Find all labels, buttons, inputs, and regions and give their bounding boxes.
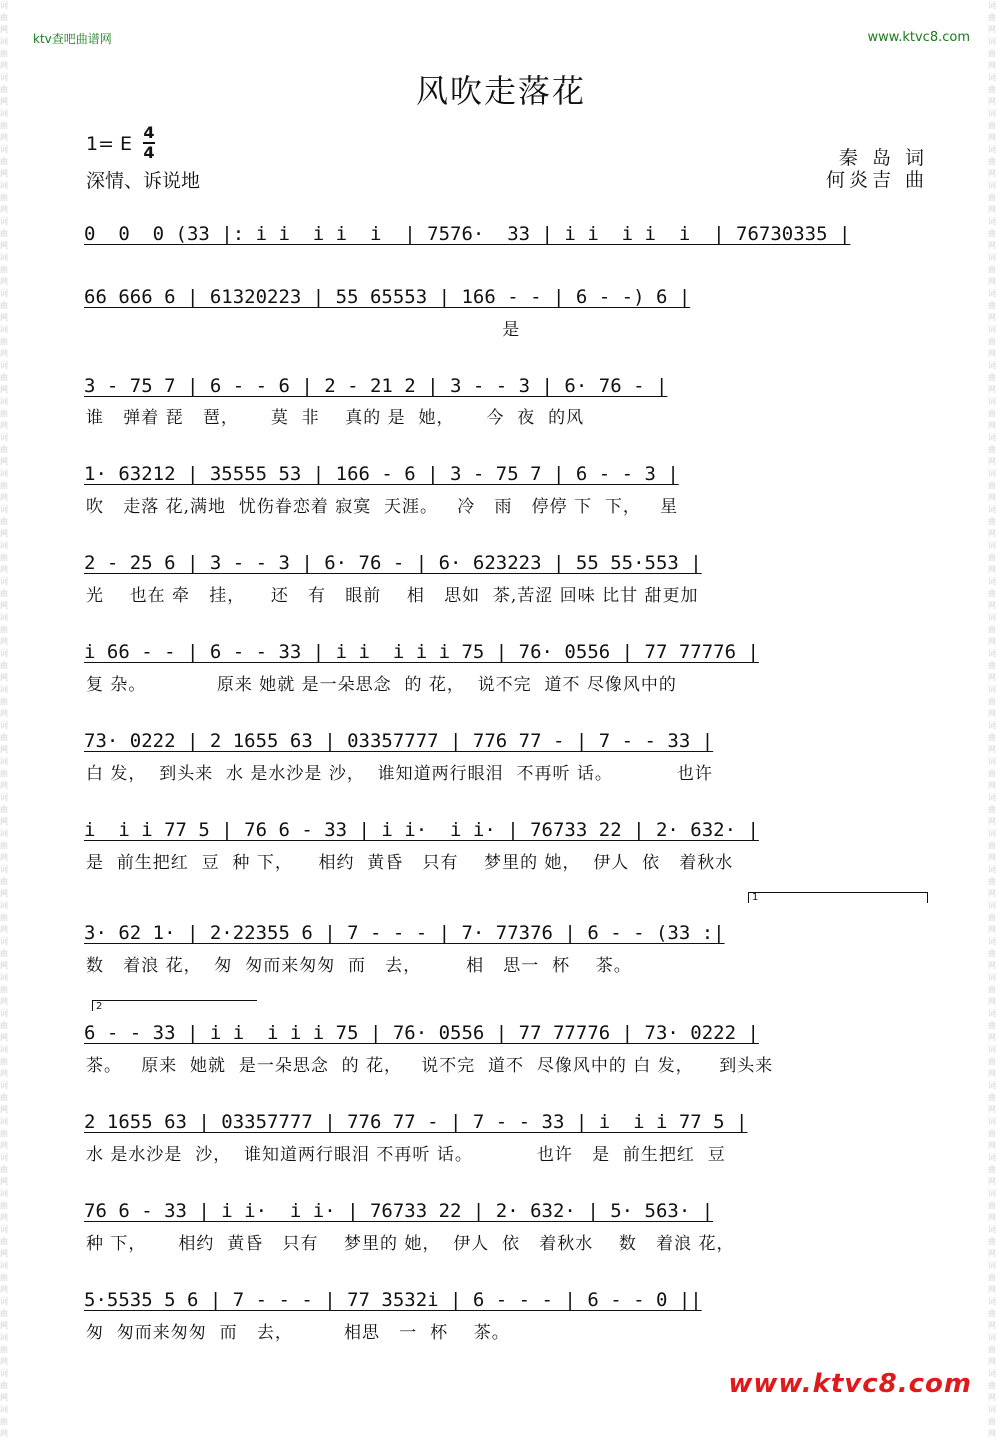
notation-row-7: 73· 0222 | 2 1655 63 | 03357777 | 776 77 - | 7 - - 33 | (84, 730, 714, 752)
notation-row-4: 1· 63212 | 35555 53 | 166 - 6 | 3 - 75 7 | 6 - - 3 | (84, 463, 679, 485)
notation-row-1: 0 0 0 (33 |: i i i i i | 7576· 33 | i i i i i | 76730335 | (84, 223, 851, 245)
lyric-row-7: 白 发， 到头来 水 是水沙是 沙， 谁知道两行眼泪 不再听 话。 也许 (86, 764, 713, 784)
lyric-row-6: 复 杂。 原来 她就 是一朵思念 的 花， 说不完 道不 尽像风中的 (86, 675, 677, 695)
lyric-row-9: 数 着浪 花， 匆 匆而来匆匆 而 去， 相 思一 杯 茶。 (86, 956, 632, 976)
notation-row-3: 3 - 75 7 | 6 - - 6 | 2 - 21 2 | 3 - - 3 | 6· 76 - | (84, 375, 668, 397)
notation-row-11: 2 1655 63 | 03357777 | 776 77 - | 7 - - 33 | i i i 77 5 | (84, 1111, 748, 1133)
header-site-name: ktv查吧曲谱网 (33, 32, 112, 46)
side-watermark-right: 词曲网词曲网词曲网词曲网词曲网词曲网词曲网词曲网词曲网词曲网词曲网词曲网词曲网词曲网词曲网词曲网词曲网词曲网词曲网词曲网词曲网词曲网词曲网词曲网词曲网词曲网词曲网词曲网词曲网词曲网词曲网词曲网词曲网词曲网词曲网词曲网词曲网词曲网词曲网词曲网 (988, 1, 996, 1438)
side-watermark-left: 词曲网词曲网词曲网词曲网词曲网词曲网词曲网词曲网词曲网词曲网词曲网词曲网词曲网词曲网词曲网词曲网词曲网词曲网词曲网词曲网词曲网词曲网词曲网词曲网词曲网词曲网词曲网词曲网词曲网词曲网词曲网词曲网词曲网词曲网词曲网词曲网词曲网词曲网词曲网词曲网 (0, 1, 8, 1438)
lyricist-credit: 秦 岛 词 (838, 147, 928, 169)
lyric-row-4: 吹 走落 花,满地 忧伤眷恋着 寂寞 天涯。 冷 雨 停停 下 下， 星 (86, 497, 679, 517)
key-signature: 1= E (86, 133, 133, 155)
bottom-site-logo (728, 1369, 972, 1399)
notation-row-5: 2 - 25 6 | 3 - - 3 | 6· 76 - | 6· 623223 | 55 55·553 | (84, 552, 702, 574)
time-signature-bottom: 4 (143, 143, 155, 162)
lyric-row-13: 匆 匆而来匆匆 而 去， 相思 一 杯 茶。 (86, 1323, 510, 1343)
volta-2-label: 2 (96, 1001, 103, 1012)
notation-row-8: i i i 77 5 | 76 6 - 33 | i i· i i· | 76733 22 | 2· 632· | (84, 819, 759, 841)
time-signature-top: 4 (143, 123, 155, 142)
composer-credit: 何炎吉 曲 (825, 169, 928, 191)
notation-row-10: 6 - - 33 | i i i i i 75 | 76· 0556 | 77 77776 | 73· 0222 | (84, 1022, 759, 1044)
volta-2-bracket (92, 1000, 257, 1011)
lyric-row-8: 是 前生把红 豆 种 下， 相约 黄昏 只有 梦里的 她， 伊人 依 着秋水 (86, 853, 734, 873)
volta-1-bracket (748, 892, 928, 903)
volta-1-label: 1 (752, 892, 759, 903)
time-signature (143, 125, 155, 161)
notation-row-13: 5·5535 5 6 | 7 - - - | 77 3532i | 6 - - - | 6 - - 0 || (84, 1289, 702, 1311)
lyric-row-5: 光 也在 牵 挂， 还 有 眼前 相 思如 茶,苦涩 回味 比甘 甜更加 (86, 586, 699, 606)
notation-row-12: 76 6 - 33 | i i· i i· | 76733 22 | 2· 632· | 5· 563· | (84, 1200, 714, 1222)
lyric-row-2: 是 (86, 320, 521, 340)
lyric-row-12: 种 下， 相约 黄昏 只有 梦里的 她， 伊人 依 着秋水 数 着浪 花， (86, 1234, 735, 1254)
bottom-site-logo-text: www.ktvc8.com (728, 1369, 972, 1399)
lyric-row-11: 水 是水沙是 沙， 谁知道两行眼泪 不再听 话。 也许 是 前生把红 豆 (86, 1145, 726, 1165)
lyric-row-3: 谁 弹着 琵 琶， 莫 非 真的 是 她， 今 夜 的风 (86, 408, 585, 428)
notation-row-9: 3· 62 1· | 2·22355 6 | 7 - - - | 7· 77376 | 6 - - (33 :| (84, 922, 725, 944)
notation-row-2: 66 666 6 | 61320223 | 55 65553 | 166 - - | 6 - -) 6 | (84, 286, 691, 308)
tempo-marking: 深情、诉说地 (86, 170, 201, 192)
notation-row-6: i 66 - - | 6 - - 33 | i i i i i 75 | 76· 0556 | 77 77776 | (84, 641, 759, 663)
lyric-row-10: 茶。 原来 她就 是一朵思念 的 花， 说不完 道不 尽像风中的 白 发， 到头来 (86, 1056, 774, 1076)
song-title: 风吹走落花 (415, 72, 586, 110)
header-site-url: www.ktvc8.com (867, 30, 970, 45)
